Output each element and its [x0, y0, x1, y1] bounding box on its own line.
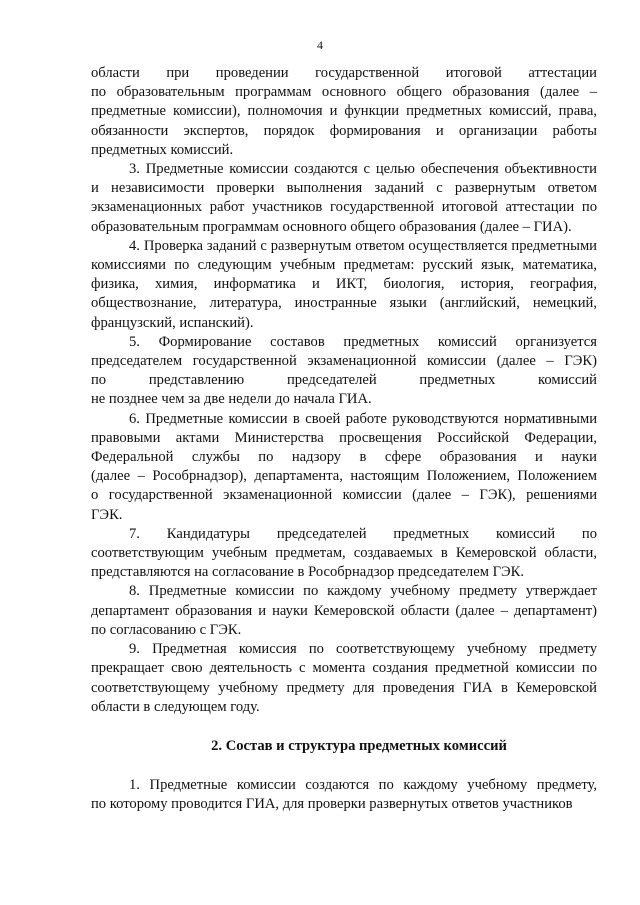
paragraph-line: 1. Предметные комиссии создаются по каждому учебному предмету,: [129, 777, 597, 794]
paragraph-line: области в следующем году.: [91, 698, 260, 715]
paragraph-line: ГЭК.: [91, 506, 123, 523]
document-body: [91, 64, 597, 815]
paragraph-line: представляются на согласование в Рособрнадзор председателем ГЭК.: [91, 564, 525, 581]
paragraph-p5: [91, 333, 597, 410]
paragraph-line: правовыми актами Министерства просвещения Российской Федерации,: [91, 429, 597, 446]
paragraph-p3: [91, 160, 597, 237]
paragraph-p9: [91, 640, 597, 717]
section-heading: 2. Состав и структура предметных комиссий: [211, 737, 507, 754]
paragraph-cont: [91, 64, 597, 160]
paragraph-p7: [91, 525, 597, 583]
paragraph-line: области при проведении государственной итоговой аттестации: [91, 65, 597, 81]
paragraph-line: 3. Предметные комиссии создаются с целью обеспечения объективности: [129, 161, 597, 178]
paragraph-line: предметные комиссии), полномочия и функции предметных комиссий, права,: [91, 103, 597, 120]
paragraph-line: о государственной экзаменационной комиссии (далее – ГЭК), решениями: [91, 487, 597, 504]
paragraph-line: 4. Проверка заданий с развернутым ответом осуществляется предметными: [129, 237, 597, 254]
paragraphs-top: [91, 64, 597, 717]
paragraph-line: предметных комиссий.: [91, 141, 234, 158]
paragraph-line: (далее – Рособрнадзор), департамента, настоящим Положением, Положением: [91, 468, 597, 485]
paragraphs-bottom: [91, 776, 597, 814]
paragraph-line: 5. Формирование составов предметных комиссий организуется: [129, 333, 597, 350]
paragraph-line: обязанности экспертов, порядок формирования и организации работы: [91, 122, 597, 139]
paragraph-line: не позднее чем за две недели до начала ГИА.: [91, 391, 372, 408]
paragraph-line: образовательным программам основного общего образования (далее – ГИА).: [91, 218, 572, 235]
paragraph-line: 7. Кандидатуры председателей предметных комиссий по: [129, 525, 597, 542]
paragraph-line: французский, испанский).: [91, 314, 254, 331]
paragraph-p6: [91, 410, 597, 525]
paragraph-line: 8. Предметные комиссии по каждому учебному предмету утверждает: [129, 583, 597, 600]
paragraph-p4: [91, 237, 597, 333]
paragraph-line: обществознание, литература, иностранные языки (английский, немецкий,: [91, 295, 597, 312]
page-number: 4: [317, 38, 323, 52]
paragraph-line: комиссиями по следующим учебным предметам: русский язык, математика,: [91, 257, 597, 274]
paragraph-s2p1: [91, 776, 597, 814]
paragraph-line: по представлению председателей предметных комиссий: [91, 372, 597, 389]
paragraph-line: прекращает свою деятельность с момента создания предметной комиссии по: [91, 660, 597, 677]
paragraph-line: соответствующим учебным предметам, создаваемых в Кемеровской области,: [91, 545, 597, 562]
paragraph-line: и независимости проверки выполнения заданий с развернутым ответом: [91, 180, 597, 197]
paragraph-line: Федеральной службы по надзору в сфере образования и науки: [91, 449, 597, 466]
paragraph-line: соответствующему учебному предмету для проведения ГИА в Кемеровской: [91, 679, 597, 696]
paragraph-line: по образовательным программам основного общего образования (далее –: [91, 84, 597, 101]
paragraph-line: физика, химия, информатика и ИКТ, биология, история, география,: [91, 276, 597, 293]
paragraph-line: 6. Предметные комиссии в своей работе руководствуются нормативными: [129, 410, 597, 427]
paragraph-line: председателем государственной экзаменационной комиссии (далее – ГЭК): [91, 353, 597, 370]
paragraph-line: экзаменационных работ участников государственной итоговой аттестации по: [91, 199, 597, 216]
paragraph-p8: [91, 582, 597, 640]
paragraph-line: по которому проводится ГИА, для проверки развернутых ответов участников: [91, 796, 573, 813]
paragraph-line: департамент образования и науки Кемеровской области (далее – департамент): [91, 602, 597, 619]
paragraph-line: 9. Предметная комиссия по соответствующему учебному предмету: [129, 641, 597, 658]
paragraph-line: по согласованию с ГЭК.: [91, 621, 242, 638]
